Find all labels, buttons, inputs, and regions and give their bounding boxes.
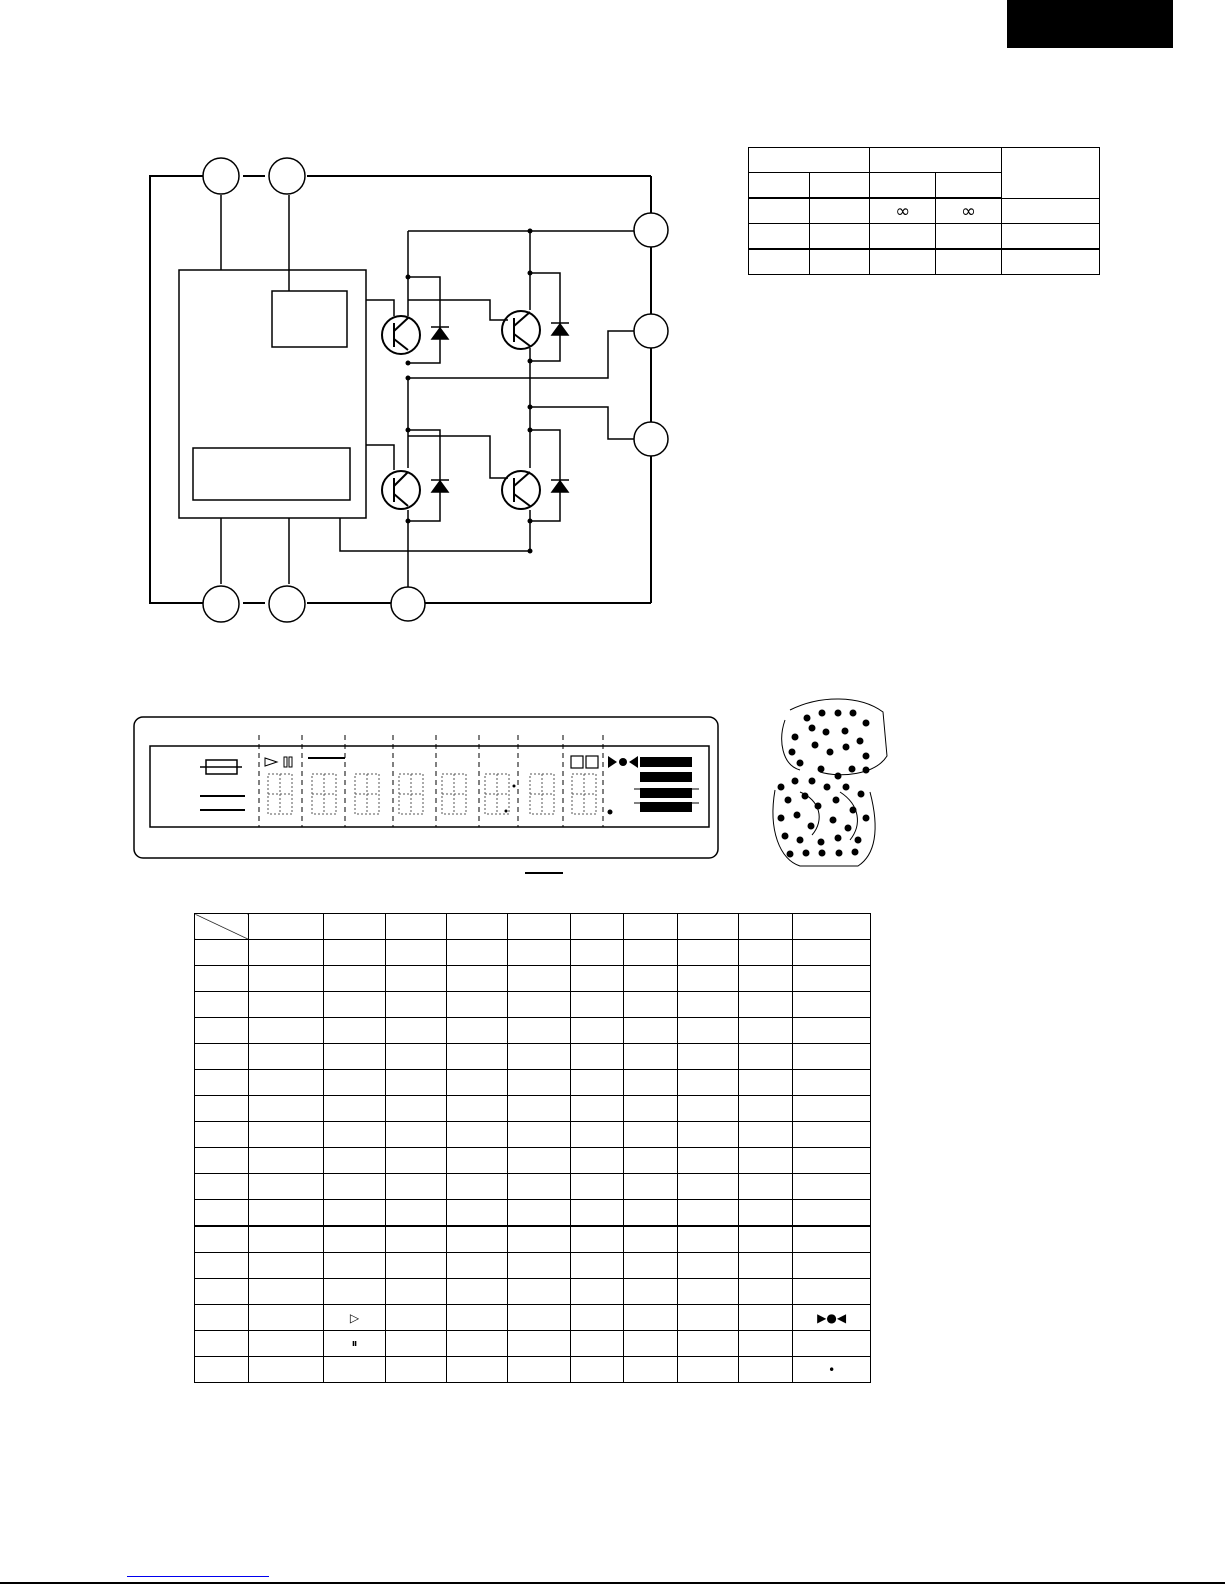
segtable-cell bbox=[447, 1122, 508, 1148]
digit-4 bbox=[399, 774, 423, 814]
segtable-cell bbox=[677, 1018, 738, 1044]
segtable-cell bbox=[570, 1018, 624, 1044]
segtable-cell bbox=[508, 1331, 571, 1357]
segtable-cell bbox=[248, 940, 324, 966]
segtable-cell bbox=[195, 1279, 249, 1305]
segtable-cell bbox=[195, 1044, 249, 1070]
segtable-header bbox=[738, 914, 793, 940]
segtable-cell bbox=[447, 1305, 508, 1331]
segtable-cell bbox=[324, 992, 386, 1018]
segtable-cell bbox=[677, 1096, 738, 1122]
segtable-cell bbox=[385, 940, 447, 966]
segtable-cell bbox=[447, 1357, 508, 1383]
truth-table-cell: ∞ bbox=[936, 198, 1002, 224]
record-dot-icon bbox=[619, 758, 627, 766]
segtable-cell bbox=[324, 966, 386, 992]
segtable-cell bbox=[324, 1122, 386, 1148]
segtable-cell bbox=[248, 1357, 324, 1383]
segtable-cell bbox=[624, 1279, 678, 1305]
record-left-icon bbox=[629, 756, 638, 768]
segtable-header bbox=[248, 914, 324, 940]
segtable-header bbox=[624, 914, 678, 940]
segtable-cell bbox=[195, 1070, 249, 1096]
indicator-dot bbox=[608, 810, 613, 815]
segtable-cell bbox=[677, 940, 738, 966]
segtable-cell bbox=[624, 1200, 678, 1227]
segtable-cell bbox=[738, 1200, 793, 1227]
segtable-cell bbox=[385, 1148, 447, 1174]
segtable-cell bbox=[738, 966, 793, 992]
segtable-cell bbox=[248, 1226, 324, 1253]
segtable-cell bbox=[624, 1331, 678, 1357]
segtable-header bbox=[570, 914, 624, 940]
segtable-cell bbox=[677, 1174, 738, 1200]
segtable-cell bbox=[324, 1226, 386, 1253]
segtable-cell bbox=[624, 1305, 678, 1331]
segtable-cell bbox=[195, 940, 249, 966]
segtable-cell bbox=[508, 1096, 571, 1122]
segtable-cell bbox=[324, 1044, 386, 1070]
segtable-cell bbox=[677, 1148, 738, 1174]
segtable-cell bbox=[738, 1096, 793, 1122]
segtable-cell bbox=[195, 1174, 249, 1200]
level-bar-1 bbox=[640, 757, 692, 767]
segtable-cell bbox=[677, 1305, 738, 1331]
segtable-cell bbox=[738, 1070, 793, 1096]
segtable-cell bbox=[324, 1070, 386, 1096]
segtable-dot-symbol: • bbox=[793, 1357, 871, 1383]
segtable-cell bbox=[248, 1122, 324, 1148]
segtable-cell bbox=[677, 966, 738, 992]
segtable-cell bbox=[677, 1357, 738, 1383]
segtable-cell bbox=[677, 1331, 738, 1357]
segtable-cell bbox=[385, 1226, 447, 1253]
segtable-cell bbox=[677, 1200, 738, 1227]
segtable-cell bbox=[195, 1305, 249, 1331]
segtable-cell bbox=[447, 1226, 508, 1253]
segtable-cell bbox=[385, 966, 447, 992]
segtable-cell bbox=[508, 1044, 571, 1070]
segtable-cell bbox=[447, 1148, 508, 1174]
segtable-header bbox=[508, 914, 571, 940]
segtable-corner bbox=[195, 914, 249, 940]
segtable-play-symbol: ▷ bbox=[324, 1305, 386, 1331]
segtable-cell bbox=[793, 1174, 871, 1200]
segtable-record-symbol: ▶●◀ bbox=[793, 1305, 871, 1331]
segtable-cell bbox=[677, 1253, 738, 1279]
segtable-header bbox=[324, 914, 386, 940]
segtable-cell bbox=[624, 1044, 678, 1070]
segtable-cell bbox=[195, 1331, 249, 1357]
segtable-cell bbox=[248, 1148, 324, 1174]
segtable-cell bbox=[793, 1122, 871, 1148]
segtable-cell bbox=[508, 1253, 571, 1279]
segtable-cell bbox=[570, 1226, 624, 1253]
record-right-icon bbox=[608, 756, 617, 768]
segtable-cell bbox=[508, 966, 571, 992]
segtable-cell bbox=[248, 1331, 324, 1357]
segtable-cell bbox=[570, 1148, 624, 1174]
segtable-header bbox=[677, 914, 738, 940]
segtable-cell bbox=[248, 1070, 324, 1096]
segtable-cell bbox=[324, 1357, 386, 1383]
segtable-cell bbox=[570, 1122, 624, 1148]
segtable-cell bbox=[195, 1253, 249, 1279]
play-icon bbox=[265, 758, 277, 766]
segtable-cell bbox=[738, 992, 793, 1018]
segtable-cell bbox=[677, 1122, 738, 1148]
segtable-cell bbox=[385, 1018, 447, 1044]
segtable-cell bbox=[248, 1279, 324, 1305]
segtable-header bbox=[447, 914, 508, 940]
segtable-cell bbox=[195, 1018, 249, 1044]
segtable-cell bbox=[508, 1357, 571, 1383]
segtable-cell bbox=[324, 1253, 386, 1279]
segtable-cell bbox=[385, 1044, 447, 1070]
segtable-cell bbox=[738, 1279, 793, 1305]
segtable-cell bbox=[793, 966, 871, 992]
segtable-cell bbox=[793, 1331, 871, 1357]
segtable-cell bbox=[738, 1305, 793, 1331]
segtable-cell bbox=[738, 1044, 793, 1070]
segtable-cell bbox=[793, 1253, 871, 1279]
segtable-cell bbox=[793, 992, 871, 1018]
digit-3 bbox=[355, 774, 379, 814]
segtable-cell bbox=[738, 1253, 793, 1279]
segtable-cell bbox=[570, 1305, 624, 1331]
segtable-cell bbox=[570, 1096, 624, 1122]
segtable-cell bbox=[447, 1279, 508, 1305]
segtable-cell bbox=[738, 1122, 793, 1148]
segtable-cell bbox=[195, 966, 249, 992]
segtable-cell bbox=[447, 1253, 508, 1279]
footer-link-underline[interactable] bbox=[127, 1576, 269, 1577]
segtable-cell bbox=[624, 1226, 678, 1253]
segtable-cell bbox=[793, 1044, 871, 1070]
segtable-cell bbox=[195, 1148, 249, 1174]
segtable-cell bbox=[385, 1279, 447, 1305]
truth-table-cell: ∞ bbox=[870, 198, 936, 224]
segtable-cell bbox=[447, 1070, 508, 1096]
segtable-cell bbox=[385, 1200, 447, 1227]
segtable-cell bbox=[385, 1174, 447, 1200]
segtable-cell bbox=[385, 1305, 447, 1331]
segtable-cell bbox=[570, 1253, 624, 1279]
segtable-cell bbox=[793, 1200, 871, 1227]
segtable-cell bbox=[195, 1357, 249, 1383]
segtable-cell bbox=[624, 992, 678, 1018]
segtable-cell bbox=[508, 1305, 571, 1331]
segtable-cell bbox=[677, 992, 738, 1018]
segtable-cell bbox=[248, 1200, 324, 1227]
segtable-cell bbox=[738, 1357, 793, 1383]
segtable-cell bbox=[793, 1279, 871, 1305]
segtable-cell bbox=[624, 1096, 678, 1122]
dot-matrix-character bbox=[773, 699, 887, 866]
segtable-cell bbox=[677, 1226, 738, 1253]
segtable-cell bbox=[508, 992, 571, 1018]
segtable-cell bbox=[624, 1018, 678, 1044]
segtable-cell bbox=[624, 1070, 678, 1096]
segtable-cell bbox=[624, 966, 678, 992]
digit-6 bbox=[485, 774, 509, 814]
segtable-cell bbox=[324, 940, 386, 966]
segtable-cell bbox=[248, 966, 324, 992]
segtable-cell bbox=[624, 940, 678, 966]
segtable-cell bbox=[324, 1148, 386, 1174]
segtable-cell bbox=[793, 1070, 871, 1096]
segtable-cell bbox=[324, 1279, 386, 1305]
segtable-cell bbox=[793, 1148, 871, 1174]
digit-7 bbox=[530, 774, 554, 814]
segtable-cell bbox=[447, 1096, 508, 1122]
level-bar-2 bbox=[640, 772, 692, 782]
segtable-cell bbox=[447, 1044, 508, 1070]
segtable-cell bbox=[195, 992, 249, 1018]
segtable-cell bbox=[248, 1305, 324, 1331]
segtable-cell bbox=[677, 1044, 738, 1070]
segtable-cell bbox=[248, 1253, 324, 1279]
segtable-cell bbox=[624, 1148, 678, 1174]
segtable-cell bbox=[447, 940, 508, 966]
segtable-cell bbox=[447, 1174, 508, 1200]
segtable-cell bbox=[385, 1070, 447, 1096]
segtable-cell bbox=[447, 992, 508, 1018]
segtable-cell bbox=[447, 1200, 508, 1227]
segtable-cell bbox=[570, 940, 624, 966]
segtable-cell bbox=[570, 966, 624, 992]
segtable-cell bbox=[570, 992, 624, 1018]
segtable-cell bbox=[508, 1070, 571, 1096]
segment-assignment-table bbox=[194, 913, 871, 1383]
segtable-cell bbox=[324, 1018, 386, 1044]
segtable-cell bbox=[738, 1018, 793, 1044]
segtable-cell bbox=[195, 1226, 249, 1253]
segtable-cell bbox=[324, 1174, 386, 1200]
segtable-cell bbox=[738, 1148, 793, 1174]
digit-1 bbox=[268, 774, 292, 814]
segtable-cell bbox=[570, 1357, 624, 1383]
segtable-cell bbox=[738, 1226, 793, 1253]
segtable-cell bbox=[385, 1253, 447, 1279]
segtable-cell bbox=[385, 1122, 447, 1148]
segtable-cell bbox=[508, 1174, 571, 1200]
segtable-cell bbox=[195, 1200, 249, 1227]
segtable-cell bbox=[324, 1096, 386, 1122]
segtable-cell bbox=[385, 1331, 447, 1357]
segtable-cell bbox=[248, 1096, 324, 1122]
segtable-header bbox=[793, 914, 871, 940]
segtable-cell bbox=[385, 992, 447, 1018]
segtable-cell bbox=[447, 1331, 508, 1357]
segtable-cell bbox=[508, 940, 571, 966]
segtable-cell bbox=[570, 1279, 624, 1305]
segtable-cell bbox=[677, 1070, 738, 1096]
digit-2 bbox=[312, 774, 336, 814]
segtable-cell bbox=[248, 1044, 324, 1070]
segtable-header bbox=[385, 914, 447, 940]
segtable-cell bbox=[570, 1331, 624, 1357]
segtable-cell bbox=[570, 1200, 624, 1227]
segtable-cell bbox=[324, 1200, 386, 1227]
segtable-cell bbox=[385, 1096, 447, 1122]
segtable-cell bbox=[508, 1148, 571, 1174]
segtable-cell bbox=[248, 1018, 324, 1044]
segtable-cell bbox=[248, 1174, 324, 1200]
segtable-cell bbox=[508, 1279, 571, 1305]
digit-8 bbox=[572, 774, 596, 814]
segtable-cell bbox=[508, 1018, 571, 1044]
segtable-cell bbox=[195, 1096, 249, 1122]
segtable-cell bbox=[624, 1174, 678, 1200]
segtable-cell bbox=[738, 1331, 793, 1357]
segtable-cell bbox=[195, 1122, 249, 1148]
segtable-cell bbox=[508, 1200, 571, 1227]
segtable-cell bbox=[570, 1044, 624, 1070]
segtable-cell bbox=[793, 940, 871, 966]
segtable-cell bbox=[508, 1226, 571, 1253]
digit-group bbox=[268, 774, 596, 814]
segtable-cell bbox=[738, 1174, 793, 1200]
segtable-cell bbox=[570, 1070, 624, 1096]
segtable-cell bbox=[624, 1122, 678, 1148]
segtable-cell bbox=[570, 1174, 624, 1200]
segtable-cell bbox=[447, 966, 508, 992]
segtable-cell bbox=[624, 1253, 678, 1279]
segtable-pause-symbol: ⏸ bbox=[324, 1331, 386, 1357]
segtable-cell bbox=[508, 1122, 571, 1148]
display-outer-frame bbox=[134, 717, 718, 858]
footer-rule bbox=[0, 1582, 1225, 1584]
segtable-cell bbox=[385, 1357, 447, 1383]
segtable-cell bbox=[248, 992, 324, 1018]
display-inner-window bbox=[150, 746, 709, 827]
segtable-cell bbox=[624, 1357, 678, 1383]
segtable-cell bbox=[793, 1096, 871, 1122]
segtable-cell bbox=[447, 1018, 508, 1044]
digit-5 bbox=[442, 774, 466, 814]
segtable-cell bbox=[793, 1018, 871, 1044]
segtable-cell bbox=[793, 1226, 871, 1253]
segtable-cell bbox=[738, 940, 793, 966]
segtable-cell bbox=[677, 1279, 738, 1305]
